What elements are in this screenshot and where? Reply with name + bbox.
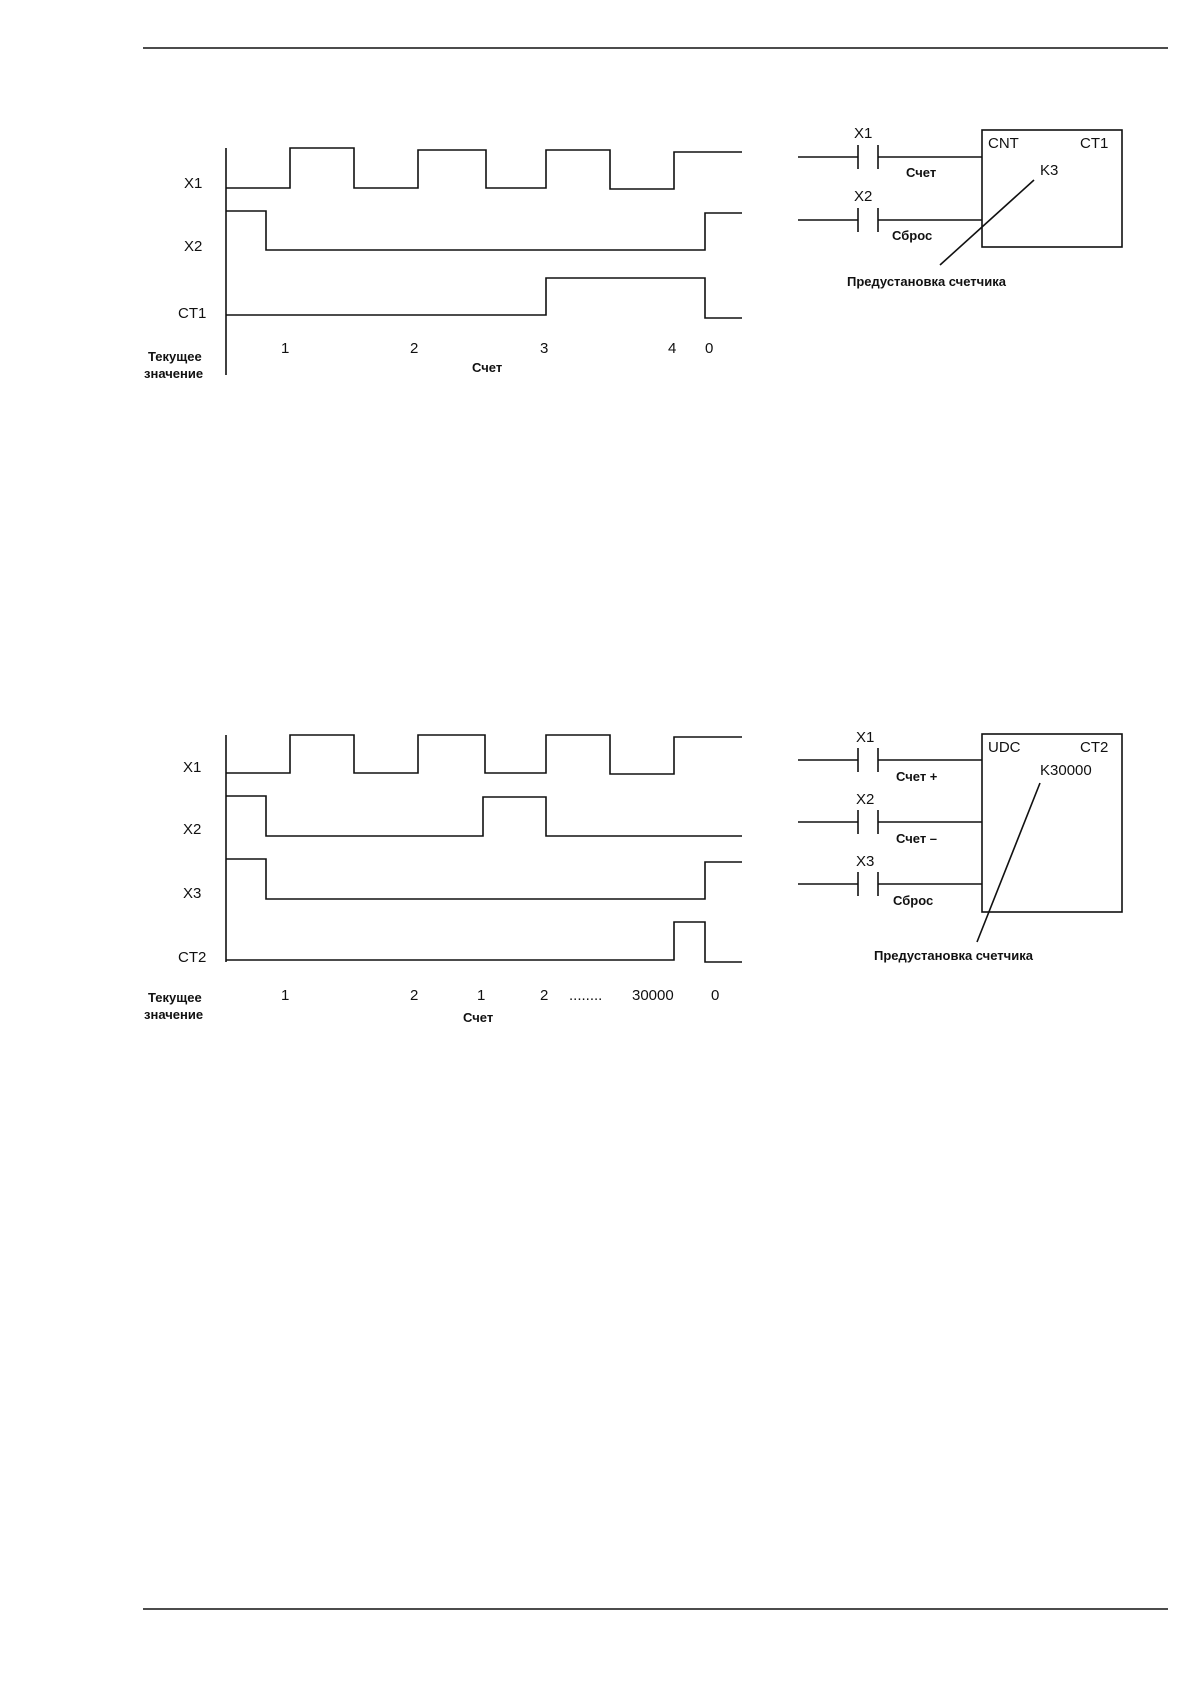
block-type: CNT xyxy=(988,135,1019,152)
signal-label-ct2: CT2 xyxy=(178,949,207,966)
signal-label-ct1: CT1 xyxy=(178,305,207,322)
waveform-x3 xyxy=(226,859,742,899)
timing-diagram-1 xyxy=(144,148,742,381)
count-label: Счет xyxy=(472,360,503,375)
timing-diagram-2 xyxy=(144,735,742,1025)
count-value: 1 xyxy=(281,987,290,1004)
signal-label-x2: X2 xyxy=(183,821,202,838)
signal-label-x2: X2 xyxy=(184,238,203,255)
contact-label-x1: X1 xyxy=(856,729,875,746)
current-value-label-1: Текущее xyxy=(148,990,202,1005)
contact-label-x1: X1 xyxy=(854,125,873,142)
count-value: 30000 xyxy=(632,987,674,1004)
waveform-x1 xyxy=(226,148,742,189)
waveform-x2 xyxy=(226,211,742,250)
preset-leader-line xyxy=(940,180,1034,265)
counter-block-udc xyxy=(982,734,1122,912)
ellipsis: ........ xyxy=(569,987,603,1004)
signal-label-x1: X1 xyxy=(183,759,202,776)
current-value-label-2: значение xyxy=(144,1007,204,1022)
preset-caption: Предустановка счетчика xyxy=(847,274,1006,289)
count-value: 4 xyxy=(668,340,677,357)
waveform-x2 xyxy=(226,796,742,836)
signal-label-x3: X3 xyxy=(183,885,202,902)
count-value: 0 xyxy=(705,340,714,357)
waveform-x1 xyxy=(226,735,742,774)
count-value: 2 xyxy=(410,340,419,357)
count-value: 2 xyxy=(540,987,549,1004)
preset-value: K3 xyxy=(1040,162,1059,179)
block-name: CT2 xyxy=(1080,739,1109,756)
count-value: 1 xyxy=(477,987,486,1004)
current-value-label-1: Текущее xyxy=(148,349,202,364)
waveform-ct1 xyxy=(226,278,742,318)
signal-label-x1: X1 xyxy=(184,175,203,192)
preset-caption: Предустановка счетчика xyxy=(874,948,1033,963)
rung-label-count: Счет xyxy=(906,165,937,180)
waveform-ct2 xyxy=(226,922,742,962)
contact-label-x2: X2 xyxy=(854,188,873,205)
count-label: Счет xyxy=(463,1010,494,1025)
count-value: 0 xyxy=(711,987,720,1004)
rung-label-reset: Сброс xyxy=(893,893,934,908)
preset-value: K30000 xyxy=(1040,762,1092,779)
count-value: 2 xyxy=(410,987,419,1004)
current-value-label-2: значение xyxy=(144,366,204,381)
ladder-diagram-1 xyxy=(798,125,1122,289)
contact-label-x3: X3 xyxy=(856,853,875,870)
count-value: 3 xyxy=(540,340,549,357)
contact-label-x2: X2 xyxy=(856,791,875,808)
block-type: UDC xyxy=(988,739,1021,756)
preset-leader-line xyxy=(977,783,1040,942)
count-value: 1 xyxy=(281,340,290,357)
block-name: CT1 xyxy=(1080,135,1109,152)
rung-label-count-down: Счет – xyxy=(896,831,938,846)
rung-label-count-up: Счет + xyxy=(896,769,938,784)
ladder-diagram-2 xyxy=(798,729,1122,963)
rung-label-reset: Сброс xyxy=(892,228,933,243)
